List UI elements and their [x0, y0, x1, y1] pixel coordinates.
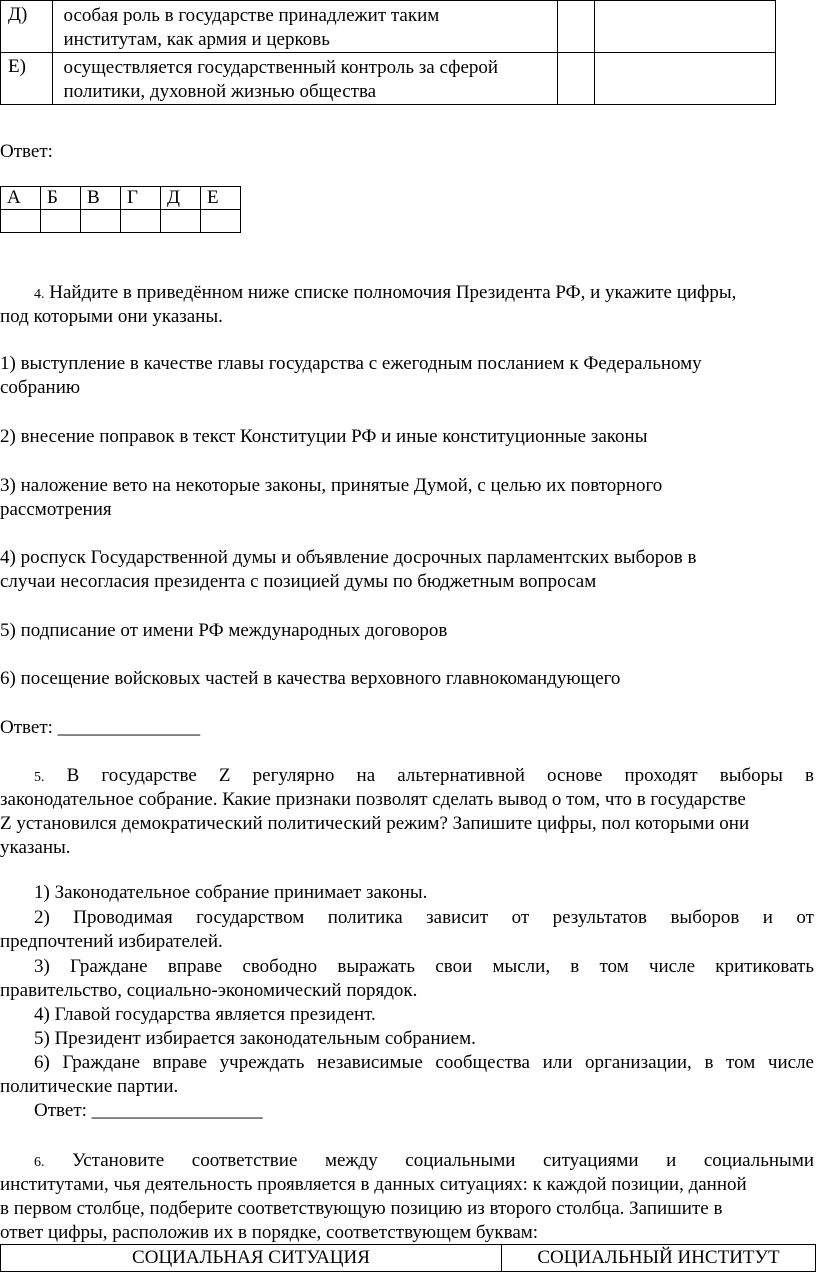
q4-item: 2) внесение поправок в текст Конституции РФ и иные конституционные законы [0, 426, 648, 447]
table-row [1, 53, 776, 105]
row-text-line: институтам, как армия и церковь [63, 29, 330, 50]
q6-prompt-text: Установите соответствие между социальными ситуациями и социальными [72, 1150, 815, 1171]
row-letter: Е) [1, 53, 53, 105]
row-text-line: политики, духовной жизнью общества [63, 81, 377, 102]
q5-item: правительство, социально-экономический порядок. [0, 980, 418, 1001]
q6-prompt-line: ответ цифры, расположив их в порядке, соответствующем буквам: [0, 1222, 539, 1243]
matching-table-top [0, 0, 776, 105]
q4-item: рассмотрения [0, 499, 112, 520]
row-text-line: особая роль в государстве принадлежит таким [63, 5, 440, 26]
answer-grid-letter: Г [121, 187, 161, 210]
q4-item: случаи несогласия президента с позицией думы по бюджетным вопросам [0, 571, 597, 592]
answer-grid-letter: Б [41, 187, 81, 210]
row-letter: Д) [1, 1, 53, 53]
column-header-situation: СОЦИАЛЬНАЯ СИТУАЦИЯ [1, 1245, 502, 1272]
q6-prompt-line: институтами, чья деятельность проявляется в данных ситуациях: к каждой позиции, данной [0, 1174, 747, 1195]
answer-cell[interactable] [558, 1, 594, 53]
q4-item: 3) наложение вето на некоторые законы, принятые Думой, с целью их повторного [0, 475, 663, 496]
q4-prompt-text: Найдите в приведённом ниже списке полномочия Президента РФ, и укажите цифры, [49, 282, 737, 303]
q6-prompt-line: в первом столбце, подберите соответствующую позицию из второго столбца. Запишите в [0, 1198, 723, 1219]
answer-grid-letter: Д [161, 187, 201, 210]
answer-grid [0, 186, 241, 233]
q5-item: 5) Президент избирается законодательным собранием. [34, 1028, 476, 1049]
q5-item: 6) Граждане вправе учреждать независимые сообщества или организации, в том числе [34, 1052, 814, 1073]
q5-number: 5. [34, 770, 45, 785]
q4-item: 1) выступление в качестве главы государства с ежегодным посланием к Федеральному [0, 353, 702, 374]
q5-prompt-line: законодательное собрание. Какие признаки позволят сделать вывод о том, что в государстве [0, 789, 746, 810]
q5-item: 1) Законодательное собрание принимает законы. [34, 882, 428, 903]
answer-cell[interactable] [594, 1, 775, 53]
table-header-row [1, 1245, 816, 1272]
answer-cell[interactable] [558, 53, 594, 105]
matching-table-bottom [0, 1244, 816, 1272]
q4-prompt-line [0, 281, 816, 307]
q5-item: 3) Граждане вправе свободно выражать свои мысли, в том числе критиковать [34, 956, 814, 977]
q4-item: 4) роспуск Государственной думы и объявление досрочных парламентских выборов в [0, 547, 697, 568]
q4-item: 6) посещение войсковых частей в качества верховного главнокомандующего [0, 668, 621, 689]
answer-grid-cell[interactable] [1, 210, 41, 233]
q5-prompt-line [0, 764, 814, 790]
q4-number: 4. [34, 287, 45, 302]
q4-item: 5) подписание от имени РФ международных договоров [0, 620, 448, 641]
q5-prompt-line: Z установился демократический политический режим? Запишите цифры, пол которыми они [0, 813, 750, 834]
q5-item: 4) Главой государства является президент. [34, 1004, 376, 1025]
answer-grid-header [1, 187, 241, 210]
q4-answer[interactable]: Ответ: _______________ [0, 717, 201, 738]
q4-item: собранию [0, 377, 81, 398]
row-text [53, 1, 558, 53]
answer-label: Ответ: [0, 141, 53, 162]
q6-prompt-line [0, 1149, 814, 1175]
row-text-line: осуществляется государственный контроль за сферой [63, 57, 499, 78]
q5-item: 2) Проводимая государством политика зависит от результатов выборов и от [34, 907, 814, 928]
q6-number: 6. [34, 1155, 45, 1170]
answer-grid-letter: А [1, 187, 41, 210]
q5-answer[interactable]: Ответ: __________________ [34, 1100, 263, 1121]
answer-grid-letter: Е [201, 187, 241, 210]
answer-grid-cell[interactable] [81, 210, 121, 233]
q5-prompt-line: указаны. [0, 837, 71, 858]
q5-item: политические партии. [0, 1076, 179, 1097]
table-row [1, 1, 776, 53]
q4-prompt-line: под которыми они указаны. [0, 306, 223, 327]
answer-grid-cell[interactable] [41, 210, 81, 233]
answer-grid-inputs [1, 210, 241, 233]
column-header-institute: СОЦИАЛЬНЫЙ ИНСТИТУТ [502, 1245, 816, 1272]
answer-grid-cell[interactable] [121, 210, 161, 233]
answer-grid-cell[interactable] [201, 210, 241, 233]
q5-item: предпочтений избирателей. [0, 931, 223, 952]
row-text [53, 53, 558, 105]
answer-grid-letter: В [81, 187, 121, 210]
q5-prompt-text: В государстве Z регулярно на альтернативной основе проходят выборы в [66, 765, 815, 786]
answer-cell[interactable] [594, 53, 775, 105]
answer-grid-cell[interactable] [161, 210, 201, 233]
